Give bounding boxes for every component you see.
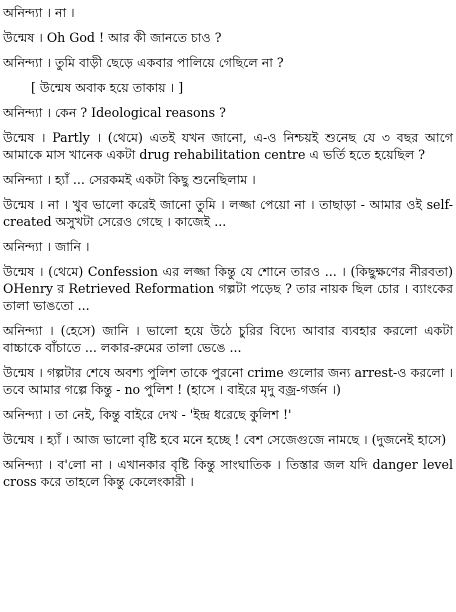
dialogue-line: অনিন্দ্যা । না । [3,5,75,20]
dialogue-line: উন্মেষ । Oh God ! আর কী জানতে চাও ? [3,30,222,45]
dialogue-line: উন্মেষ । গল্পটার শেষে অবশ্য পুলিশ তাকে পুরনো crime গুলোর জন্য arrest-ও করলো । তবে আমার গল্পে কিন্তু - no পুলিশ ! (হাসে । বাইরে মৃদু বজ্র-গর্জন ।) [3,365,453,397]
stage-direction: [ উন্মেষ অবাক হয়ে তাকায় । ] [31,80,184,95]
dialogue-line: উন্মেষ । Partly । (থেমে) এতই যখন জানো, এ-ও নিশ্চয়ই শুনেছ যে ৩ বছর আগে আমাকে মাস খানেক একটা drug rehabilitation centre এ ভর্তি হতে হয়েছিল ? [3,130,453,162]
dialogue-line: অনিন্দ্যা । ব'লো না । এখানকার বৃষ্টি কিন্তু সাংঘাতিক । তিস্তার জল যদি danger level cross করে তাহলে কিন্তু কেলেংকারী । [3,457,453,489]
dialogue-line: অনিন্দ্যা । তুমি বাড়ী ছেড়ে একবার পালিয়ে গেছিলে না ? [3,55,284,70]
dialogue-line: উন্মেষ । হ্যাঁ । আজ ভালো বৃষ্টি হবে মনে হচ্ছে ! বেশ সেজেগুজে নামছে । (দুজনেই হাসে) [3,432,447,447]
dialogue-line: অনিন্দ্যা । হ্যাঁ ... সেরকমই একটা কিছু শুনেছিলাম । [3,172,256,187]
dialogue-line: অনিন্দ্যা । তা নেই, কিন্তু বাইরে দেখ - 'ইন্দ্র ধরেছে কুলিশ !' [3,407,292,422]
dialogue-line: উন্মেষ । না । খুব ভালো করেই জানো তুমি । লজ্জা পেয়ো না । তাছাড়া - আমার ওই self-created অসুখটা সেরেও গেছে । কাজেই ... [3,197,453,229]
dialogue-line: উন্মেষ । (থেমে) Confession এর লজ্জা কিন্তু যে শোনে তারও ... । (কিছুক্ষণের নীরবতা) OHenry র Retrieved Reformation গল্পটা পড়েছ ? তার নায়ক ছিল চোর । ব্যাংকের তালা ভাঙতো ... [3,264,453,313]
dialogue-line: অনিন্দ্যা । কেন ? Ideological reasons ? [3,105,226,120]
dialogue-line: অনিন্দ্যা । জানি । [3,239,90,254]
dialogue-line: অনিন্দ্যা । (হেসে) জানি । ভালো হয়ে উঠে চুরির বিদ্যে আবার ব্যবহার করলো একটা বাচ্চাকে বাঁচাতে ... লকার-রুমের তালা ভেঙে ... [3,323,453,355]
